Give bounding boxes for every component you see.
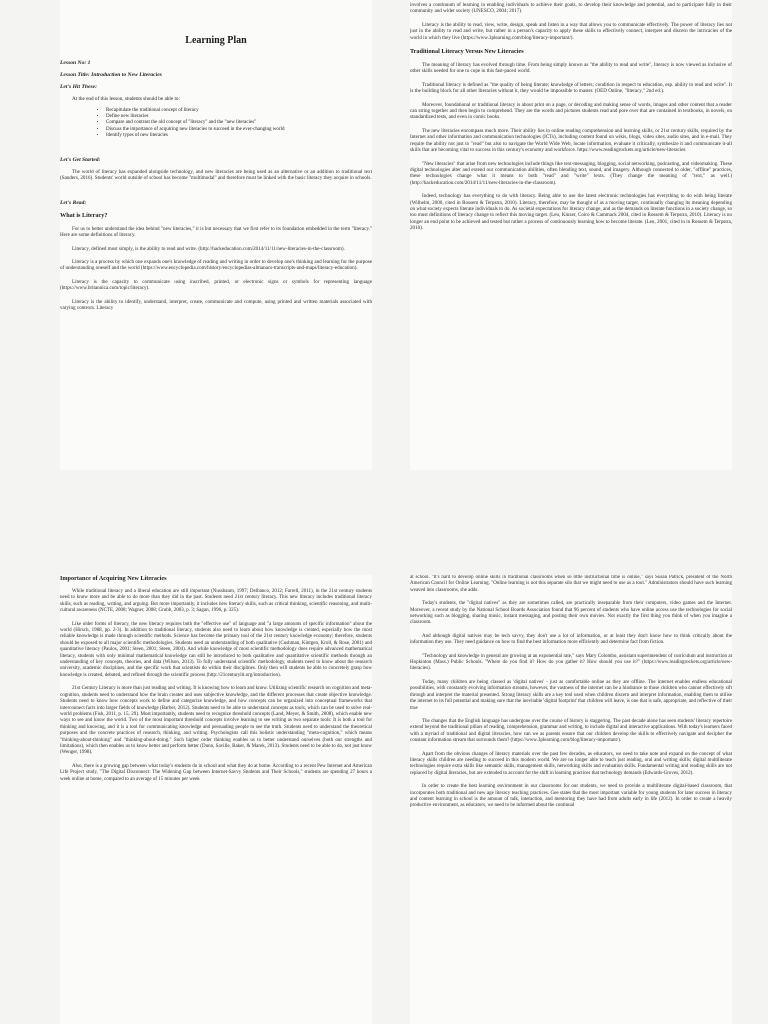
paragraph: 21st Century Literacy is more than just reading and writing. It is knowing how to learn and know. Utilizing scientific research on cognition and meta-cognition, students need to understand how the brain creates and uses subjective knowledge, and the different processes that create objective knowledge. Students need to know how concepts work to define and categorize knowledge, and how concepts can be organized into conceptual frameworks that interconnect facts into larger fields of knowledge (Barber, 2012). Students need to be able to understand concepts as tools, which can be used to solve real-world problems (Fish, 2011, p. 15, 29). Most importantly, students need to recognize threshold concepts (Land, Meyer, & Smith, 2008), which enable new ways to see and know the world. Two of the most important threshold concepts involve learning to see writing as two separate tools: It is both a tool for thinking and knowing, and it is a tool for communicating knowledge and persuading people to see the truth. Students need to understand the theoretical purposes and the concrete practices of research, thinking, and writing. Psychologists call this holistic understanding "meta-cognition," which means "thinking-about-thinking" and "thinking-about-doing." Such higher order thinking enables us to better understand ourselves (both our strengths and limitations), which then enables us to know better and perform better (Dunn, Saville, Baker, & Marek, 2013). Students need to be able to do, not just know (Wenger, 1998). (60, 686, 372, 756)
objective-item: • Recapitulate the traditional concept of literacy (106, 108, 372, 114)
paragraph: The meaning of literacy has evolved through time. From being simply known as "the ability to read and write", literacy is now viewed as inclusive of other skills needed for one to cope in this fast-paced world. (410, 62, 732, 75)
objectives-list (60, 108, 372, 139)
paragraph: The changes that the English language has undergone over the course of history is staggering. The past decade alone has seen students' literacy repertoire extend beyond the traditional pillars of reading, comprehension, grammar and writing, to include digital and interactive applications. With today's learners faced with a myriad of traditional and digital literacies, how can we as parents ensure that our children develop the skills to effectively navigate and decipher the constant information stream that surrounds them? (https://www.3plearning.com/blog/literacy-important/). (410, 718, 732, 744)
paragraph: In order to create the best learning environment in our classrooms for our students, we need to provide a multiliterate digital-based classroom, that incorporates both traditional and new age literacy teaching practices. Gee states that the most important variable for young students for later success in literacy and content learning in school is the amount of talk, interaction, and mentoring they have had from adults early in life (2012). In order to create a heavily productive environment, as educators, we need to be informed about the continual (410, 784, 732, 809)
paragraph: For us to better understand the idea behind "new literacies," it is but necessary that we first refer to its foundation embedded in the term "literacy." Here are some definitions of literacy. (60, 225, 372, 239)
objectives-intro: At the end of this lesson, students should be able to: (72, 96, 180, 102)
paragraph: Literacy is the ability to read, view, write, design, speak and listen in a way that allows you to communicate effectively. The power of literacy lies not just in the ability to read and write, but rather in a person's capacity to apply these skills to effectively connect, interpret and discern the intricacies of the world in which they live (https://www.3plearning.com/blog/literacy-important/). (410, 21, 732, 41)
paragraph: Traditional literacy is defined as "the quality of being literate; knowledge of letters; condition in respect to education, esp. ability to read and write". It is the building block for all other literacies without it, they would be impossible to master. (OED Online, "literacy," 2nd ed.). (410, 81, 732, 95)
paragraph: Literacy, defined most simply, is the ability to read and write. (http://hackeducation.com/2014/11/11/new-literacies-in-the-classroom). (72, 245, 345, 252)
paragraph: involves a continuum of learning in enabling individuals to achieve their goals, to develop their knowledge and potential, and to participate fully in their community and wider society (UNESCO, 2004; 2017). (410, 2, 732, 15)
section-heading-what-is-literacy: What is Literacy? (60, 211, 108, 219)
paragraph: Also, there is a growing gap between what today's students do in school and what they do at home. According to a recent Pew Internet and American Life Project study, "The Digital Disconnect: The Widening Gap between Internet-Savvy Students and Their Schools," students are spending 27 hours a week online at home, compared to an average of 15 minutes per week (60, 763, 372, 782)
lets-read-label: Let's Read: (60, 199, 87, 206)
page-bottom-right (410, 575, 732, 1024)
started-paragraph: The world of literacy has expanded alongside technology, and new literacies are being used as an alternative or an addition to traditional text (Sanders, 2016). Students' world outside of school has become "multimodal" and therefore must be linked with the basic literacy they acquire in schools. (60, 169, 372, 182)
section-heading-traditional-vs-new: Traditional Literacy Versus New Literacies (410, 48, 524, 56)
objective-item: • Compare and contrast the old concept of "literacy" and the "new literacies" (106, 120, 372, 126)
page-bottom-left (60, 575, 372, 1024)
paragraph: at school. "It's hard to develop online skills in traditional classrooms when so little instructional time is online," says Susan Patrick, president of the North American Council for Online Learning. "Online learning is not this separate silo that we might need to use as a tool." Administrators should have such learning weaved into classrooms, she adds. (410, 575, 732, 593)
paragraph: Apart from the obvious changes of literacy materials over the past few decades, as educators, we need to take note and expand on the concept of what literacy skills children are needing to succeed in this modern world. We are no longer able to teach just reading, oral and writing skills; digital multiliterate technologies require extra skills like semantic skills, management skills, networking skills and evaluation skills. Fundamental writing and reading skills are not replaced by digital literacies, but are extended to account for the shift in learning practices that technology demands (Edwards-Groves, 2012). (410, 751, 732, 776)
objective-item: • Define new literacies (106, 114, 372, 120)
objective-item: • Identify types of new literacies (106, 133, 372, 139)
objective-item: • Discuss the importance of acquiring new literacies to succeed in the ever-changing world (106, 127, 372, 133)
lets-get-started-label: Let's Get Started: (60, 157, 101, 164)
paragraph: While traditional literacy and a liberal education are still important (Nussbaum, 1997; Delbanco, 2012; Farrell, 2011), in the 21st century students need to know more and be able to do more than they did in the past. Students need 21st century literacy. This new literacy includes traditional literacy skills, such as reading, writing, and arguing. But more importantly, it includes new literacy skills, such as critical thinking, scientific reasoning, and multi-cultural awareness (NCTE, 2008; Wagner, 2008; Grubb, 2003, p. 3; Sagan, 1996, p. 325). (60, 589, 372, 614)
paragraph: Literacy is the ability to identify, understand, interpret, create, communicate and compute, using printed and written materials associated with varying contexts. Literacy (60, 298, 372, 312)
section-heading-importance: Importance of Acquiring New Literacies (60, 575, 167, 582)
paragraph: Today's students, the "digital natives" as they are sometimes called, are practically inseparable from their computers, video games and the Internet. Moreover, a recent study by the National School Boards Association found that 96 percent of students who have online access use the technologies for social networking such as blogging, sharing music, instant messaging, and posting their own movies. Not exactly the first thing you think of when you imagine a classroom. (410, 601, 732, 626)
paragraph: And although digital natives may be tech savvy, they don't use a lot of information, or at least they don't know how to think critically about the information they use. They need guidance on how to find the best information more efficiently and determine fact from fiction. (410, 633, 732, 646)
paragraph: Literacy is the capacity to communicate using inscribed, printed, or electronic signs or symbols for representing language (https://www.britannica.com/topic/literacy). (60, 278, 372, 292)
paragraph: Moreover, foundational or traditional literacy is about print on a page, or decoding and making sense of words, images and other content that a reader can string together and then begin to comprehend. They are the words and pictures students read and pore over that are contained in textbooks, in novels, on standardized tests, and even in comic books. (410, 101, 732, 121)
paragraph: Like older forms of literacy, the new literacy requires both the "effective use" of language and "a large amounts of specific information" about the world (Hirsch, 1988, pp. 2-3). In addition to traditional literacy, students also need to learn about how knowledge is created, especially how the most reliable knowledge is made through scientific methods. Science has become the primary tool of the 21st century knowledge economy; therefore, students should be exposed to all major scientific methodologies. Students need an understanding of both qualitative (Cushman, Kintgen, Kroll, & Rose, 2001) and quantitative literacy (Paulos, 2001; Steen, 2001; Steen, 2004). And while knowledge of most scientific methodology does require advanced mathematical literacy, students with only minimal mathematical knowledge can still be introduced to both qualitative and quantitative scientific methods through an understanding of key concepts, theories, and data (Wilson, 2013). To fully understand scientific methodology, students need to know about the research university, academic disciplines, and the specific work that scientists do within their disciplines. Only then will students be able to concretely grasp how knowledge is created, debated, and refined through the scientific process (http://21centurylit.org/introduction). (60, 621, 372, 678)
lesson-title: Lesson Title: Introduction to New Literacies (60, 72, 162, 78)
paragraph: Indeed, technology has everything to do with literacy. Being able to use the latest electronic technologies has everything to do with being literate (Wilhelm, 2000, cited in Rossem & Terpstra, 2010). Literacy, therefore, may be thought of as a moving target, continually changing its meaning depending on what society expects literate individuals to do. As societal expectations for literacy change, and as the demands on literate functions in a society change, so too must definitions of literacy change to reflect this moving target. (Leu, Kinzer, Coiro & Cammack 2004, cited in Rossem & Terpstra, 2010). Literacy is no longer an end point to be achieved and tested but rather a process of continuously learning how to become literate. (Leu, 2001, cited in in Rossem & Terpstra, 2010). (410, 193, 732, 232)
lets-hit-these-label: Let's Hit These: (60, 84, 97, 90)
paragraph: Literacy is a process by which one expands one's knowledge of reading and writing in order to develop one's thinking and learning for the purpose of understanding oneself and the world (https://www.encyclopedia.com/history/encyclopedias-almanacs-transcripts-and-maps/literacy-education). (60, 259, 372, 272)
lesson-number: Lesson No: 1 (60, 60, 91, 66)
document-title: Learning Plan (185, 35, 247, 46)
paragraph: Today, many children are being classed as 'digital natives' - just as comfortable online as they are offline. The internet enables endless educational possibilities, with constantly evolving information streams, however, the vastness of the internet can be a hindrance to those children who cannot effectively sift through and interpret the material presented. Strong literacy skills are a key tool used when children discern and interpret information, enabling them to utilise the internet to its full potential and making sure that the inevitable 'digital footprint' that children will leave, is one that is safe, appropriate, and reflective of their true (410, 679, 732, 711)
paragraph: "Technology and knowledge in general are growing at an exponential rate," says Mary Colombo, assistant superintendent of curriculum and instruction at Hopkinton (Mass.) Public Schools. "Where do you find it? How do you gather it? How should you use it?" (https://www.readingrockets.org/article/new-literacies). (410, 653, 732, 672)
page-top-right (410, 0, 732, 470)
paragraph: "New literacies" that arise from new technologies include things like text-messaging, blogging, social networking, podcasting, and videomaking. These digital technologies alter and extend our communication abilities, often blending text, sound, and imagery. Although connected to older, "offline" practices, these technologies change what it means to both "read" and "write" texts. (They change the meaning of "text," as well.) (http://hackeducation.com/2014/11/11/new-literacies-in-the-classroom). (410, 160, 732, 186)
page-top-left (60, 0, 372, 470)
paragraph: The new literacies encompass much more. Their ability lies in online reading comprehension and learning skills, or 21st century skills, required by the Internet and other information and communication technologies (ICTs), including content found on wikis, blogs, video sites, audio sites, and in e-mail. They require the ability not just to "read" but also to navigate the World Wide Web, locate information, evaluate it critically, synthesize it and communicate it-all skills that are becoming vital to success in this century's economy and workforce. https://www.readingrockets.org/article/new-literacies (410, 127, 732, 154)
